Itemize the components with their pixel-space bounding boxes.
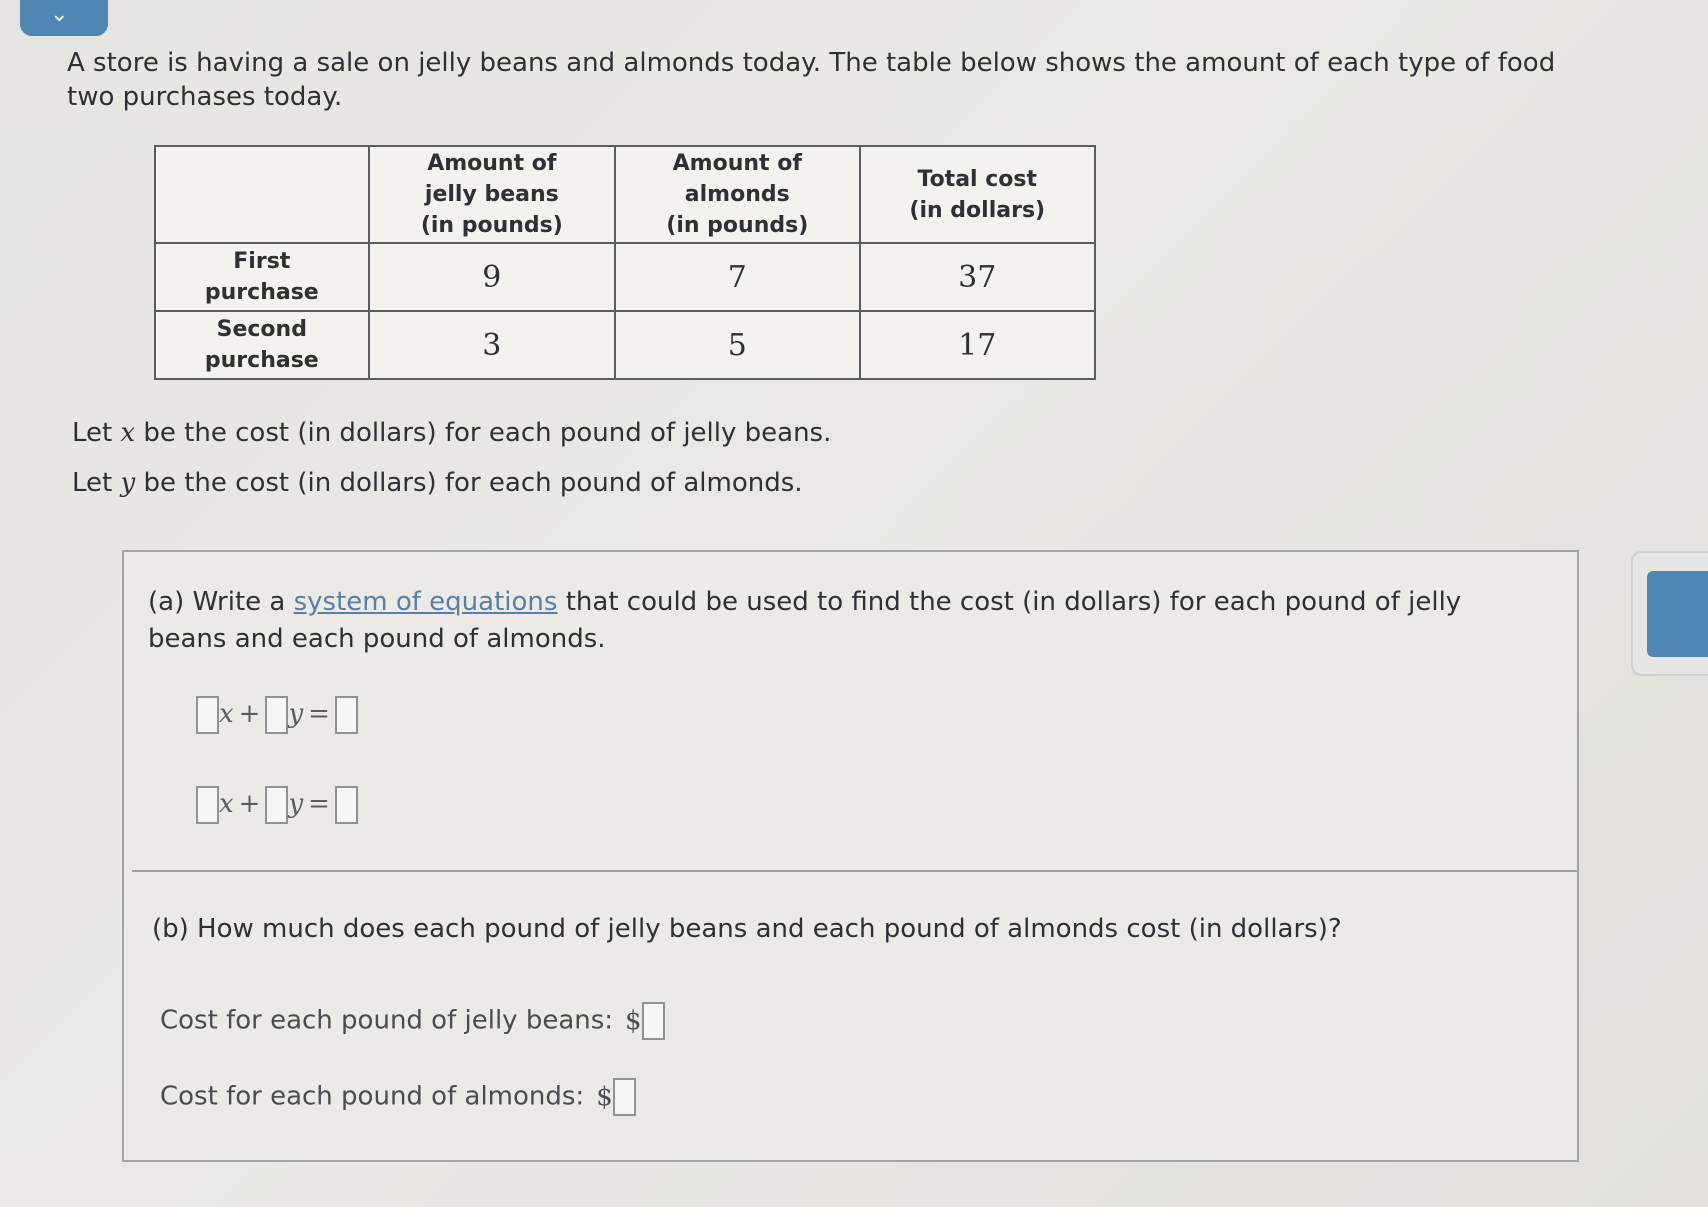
table-cell: 7	[615, 243, 859, 311]
eq2-x-coefficient-input[interactable]	[196, 786, 219, 824]
row-label: First purchase	[155, 243, 369, 311]
table-header-almonds: Amount of almonds (in pounds)	[615, 146, 859, 243]
eq1-x-coefficient-input[interactable]	[196, 696, 219, 734]
row-label: Second purchase	[155, 311, 369, 379]
jelly-beans-cost-input[interactable]	[642, 1002, 665, 1040]
let-y-definition: Let y be the cost (in dollars) for each pound of almonds.	[72, 468, 803, 498]
table-cell: 5	[615, 311, 859, 379]
purchase-table	[154, 145, 1096, 380]
table-header-total-cost: Total cost (in dollars)	[860, 146, 1096, 243]
table-header-row	[155, 146, 1095, 243]
almonds-cost-input[interactable]	[613, 1078, 636, 1116]
table-cell: 17	[860, 311, 1096, 379]
equation-1: x + y =	[196, 696, 358, 734]
system-of-equations-link[interactable]: system of equations	[293, 587, 558, 617]
eq1-y-coefficient-input[interactable]	[265, 696, 288, 734]
jelly-beans-cost-row: Cost for each pound of jelly beans: $	[160, 1002, 665, 1040]
answer-panel	[122, 550, 1579, 1162]
side-tool-button[interactable]	[1647, 571, 1708, 657]
table-header-jelly-beans: Amount of jelly beans (in pounds)	[369, 146, 615, 243]
almonds-cost-row: Cost for each pound of almonds: $	[160, 1078, 636, 1116]
let-x-definition: Let x be the cost (in dollars) for each pound of jelly beans.	[72, 418, 832, 448]
section-divider	[132, 870, 1577, 872]
part-a-prompt: (a) Write a system of equations that could be used to find the cost (in dollars) for each pound of jelly beans and each pound of almonds.	[148, 587, 1462, 654]
problem-intro: A store is having a sale on jelly beans and almonds today. The table below shows the amount of each type of food two purchases today.	[67, 48, 1556, 112]
eq1-constant-input[interactable]	[335, 696, 358, 734]
table-row-second-purchase	[155, 311, 1095, 379]
eq2-y-coefficient-input[interactable]	[265, 786, 288, 824]
part-b-prompt: (b) How much does each pound of jelly beans and each pound of almonds cost (in dollars)?	[152, 914, 1342, 944]
chevron-down-icon: ⌄	[50, 2, 69, 27]
table-row-first-purchase	[155, 243, 1095, 311]
collapse-toggle-button[interactable]	[20, 0, 108, 36]
table-cell: 3	[369, 311, 615, 379]
equation-2: x + y =	[196, 786, 358, 824]
table-cell: 9	[369, 243, 615, 311]
eq2-constant-input[interactable]	[335, 786, 358, 824]
table-cell: 37	[860, 243, 1096, 311]
table-header-empty	[155, 146, 369, 243]
